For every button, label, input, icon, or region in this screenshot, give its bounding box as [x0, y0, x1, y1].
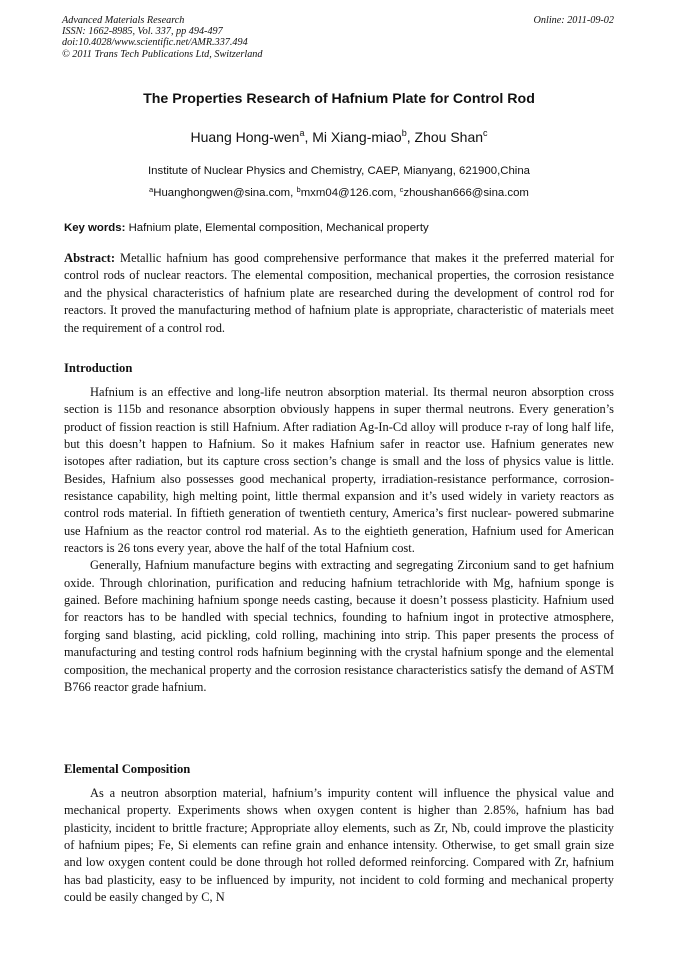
author: Huang Hong-wen$^a$,: [190, 128, 313, 145]
author: Zhou Shan$^c$: [414, 128, 488, 145]
issn-line: ISSN: 1662-8985, Vol. 337, pp 494-497: [62, 26, 223, 38]
keywords-text: Hafnium plate, Elemental composition, Mechanical property: [128, 222, 429, 234]
email: $^b$mxm04@126.com,: [296, 185, 400, 199]
copyright-line: © 2011 Trans Tech Publications Ltd, Switzerland: [62, 48, 263, 60]
abstract-text: Metallic hafnium has good comprehensive performance that makes it the preferred material for control rods of nuclear reactors. The elemental composition, mechanical properties, the corrosion resistance and the physical characteristics of hafnium plate are researched during the development of control rod for reactors. It proved the manufacturing method of hafnium plate is appropriate, characteristic of materials meet the requirement of a control rod.: [64, 251, 614, 335]
author: Mi Xiang-miao$^b$,: [312, 128, 415, 145]
affiliation: Institute of Nuclear Physics and Chemistry, CAEP, Mianyang, 621900,China: [148, 165, 530, 177]
paper-title: The Properties Research of Hafnium Plate for Control Rod: [143, 91, 535, 107]
email-list: [40, 187, 638, 199]
journal-header: [62, 15, 614, 60]
section-heading-elemental-composition: Elemental Composition: [64, 762, 191, 776]
online-date: Online: 2011-09-02: [533, 15, 614, 26]
body-paragraph: Generally, Hafnium manufacture begins with extracting and segregating Zirconium sand to get hafnium oxide. Through chlorination, purification and reducing hafnium tetrachloride with Mg, hafnium sponge is gained. Before machining hafnium sponge needs casting, because it doesn’t possess plasticity. Hafnium used for reactors has to be handled with special technics, founding to hafnium ingot in protective atmosphere, forging sand blasting, acid pickling, cold rolling, machining into strip. This paper presents the process of manufacturing and testing control rods hafnium beginning with the crystal hafnium sponge and the elemental composition, the mechanical property and the corrosion resistance characteristics satisfy the demand of ASTM B766 reactor grade hafnium.: [64, 558, 614, 694]
keywords-label: Key words:: [64, 222, 126, 234]
elemental-composition-body: [64, 785, 614, 906]
abstract: [64, 250, 614, 337]
body-paragraph: Hafnium is an effective and long-life neutron absorption material. Its thermal neuron absorption cross section is 115b and resonance absorption obviously happens in super thermal neutrons. Every generation’s product of fission reaction is still Hafnium. After radiation Ag-In-Cd alloy will produce r-ray of long half life, but this doesn’t happen to Hafnium. So it makes Hafnium safer in reactor use. Hafnium generates new isotopes after radiation, but its capture cross section’s change is small and the loss of physics value is little. Besides, Hafnium also possesses good mechanical property, irradiation-resistance performance, corrosion-resistance capability, high melting point, little thermal expansion and it’s used widely in variety reactors as control rods material. In fiftieth generation of twentieth century, America’s first nuclear- powered submarine use Hafnium as the reactor control rod material. As to the eightieth generation, Hafnium used for American reactors is 26 tons every year, above the half of the total Hafnium cost.: [64, 385, 614, 556]
introduction-body: [64, 384, 614, 696]
section-heading-introduction: Introduction: [64, 361, 133, 375]
author-list: [40, 129, 638, 145]
doi-line: doi:10.4028/www.scientific.net/AMR.337.494: [62, 37, 248, 49]
email: $^c$zhoushan666@sina.com: [399, 185, 529, 199]
abstract-label: Abstract:: [64, 251, 116, 265]
keywords: [64, 222, 616, 234]
body-paragraph: As a neutron absorption material, hafnium’s impurity content will influence the physical value and mechanical property. Experiments shows when oxygen content is higher than 2.85%, hafnium has bad plasticity, incident to brittle fracture; Appropriate alloy elements, such as Zr, Nb, could improve the plasticity of hafnium pipes; Fe, Si elements can refine grain and enhance intensity. Otherwise, to get small grain size and low oxygen content could be done through hot rolled deformed reinforcing. Compared with Zr, hafnium has bad plasticity, easy to be influenced by impurity, not incident to cold forming and mechanical property could be easily changed by C, N: [64, 786, 614, 905]
journal-name: Advanced Materials Research: [62, 15, 185, 26]
email: $^a$Huanghongwen@sina.com,: [149, 185, 297, 199]
